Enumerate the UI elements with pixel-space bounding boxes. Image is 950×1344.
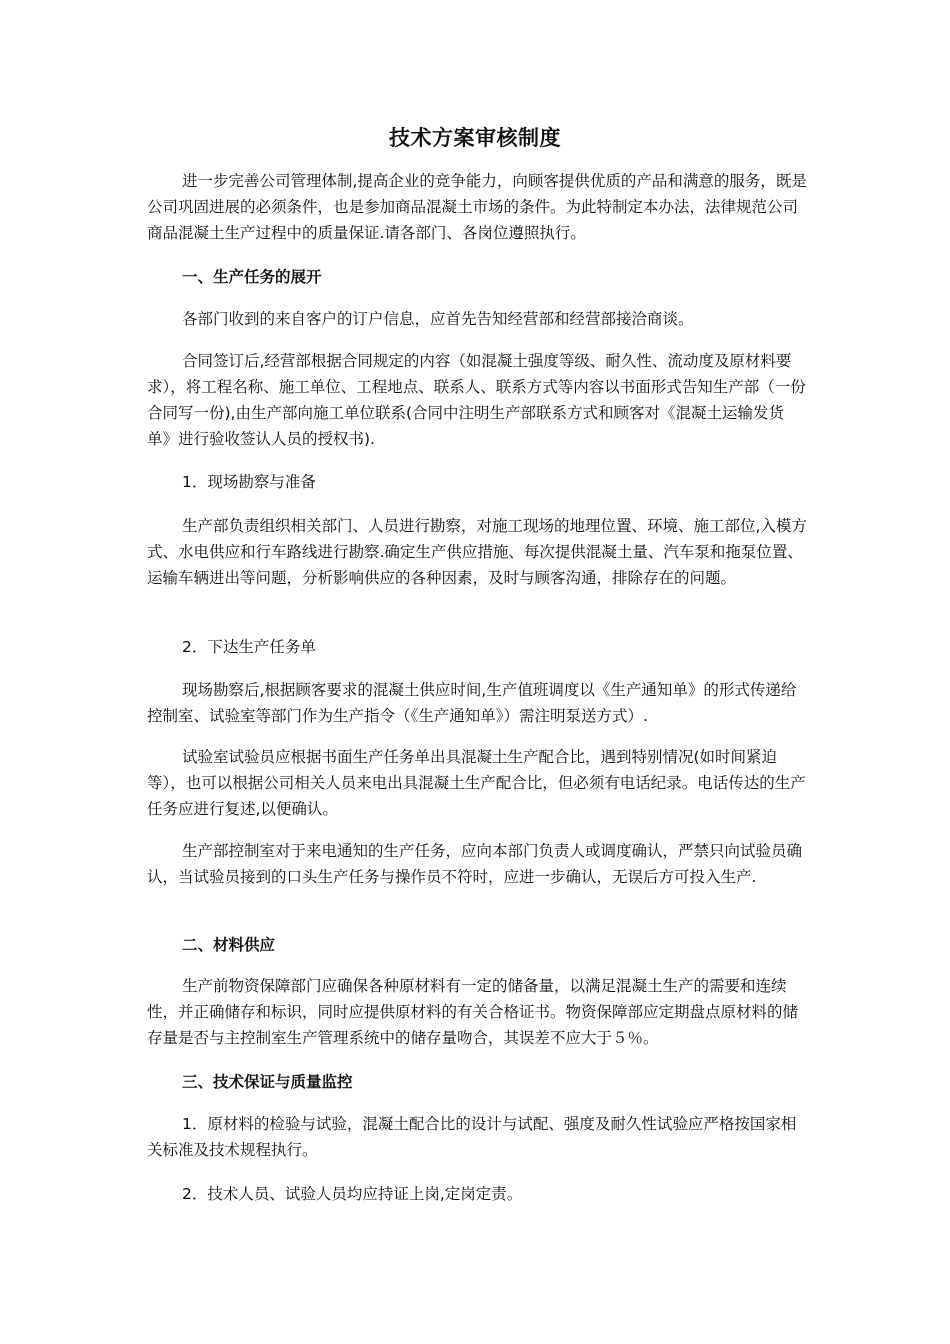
paragraph: 生产部控制室对于来电通知的生产任务，应向本部门负责人或调度确认，严禁只向试验员确认，当试验员接到的口头生产任务与操作员不符时，应进一步确认，无误后方可投入生产. bbox=[147, 842, 803, 886]
paragraph: 试验室试验员应根据书面生产任务单出具混凝土生产配合比，遇到特别情况(如时间紧迫等），也可以根据公司相关人员来电出具混凝土生产配合比，但必须有电话纪录。电话传达的生产任务应进行复述,以便确认。 bbox=[147, 748, 806, 818]
paragraph: 现场勘察后,根据顾客要求的混凝土供应时间,生产值班调度以《生产通知单》的形式传递给控制室、试验室等部门作为生产指令（《生产通知单》）需注明泵送方式）. bbox=[147, 681, 797, 725]
paragraph: 合同签订后,经营部根据合同规定的内容（如混凝土强度等级、耐久性、流动度及原材料要求），将工程名称、施工单位、工程地点、联系人、联系方式等内容以书面形式告知生产部（一份合同写一份),由生产部向施工单位联系(合同中注明生产部联系方式和顾客对《混凝土运输发货单》进行验收签认人员的授权书). bbox=[147, 352, 806, 448]
section-heading-quality: 三、技术保证与质量监控 bbox=[182, 1073, 353, 1091]
intro-paragraph: 进一步完善公司管理体制,提高企业的竞争能力，向顾客提供优质的产品和满意的服务，既是公司巩固进展的必须条件，也是参加商品混凝土市场的条件。为此特制定本办法，法律规范公司商品混凝土生产过程中的质量保证.请各部门、各岗位遵照执行。 bbox=[147, 172, 807, 242]
subheading-site-survey: 1．现场勘察与准备 bbox=[182, 473, 316, 491]
subheading-task-order: 2．下达生产任务单 bbox=[182, 638, 316, 656]
section-heading-materials: 二、材料供应 bbox=[182, 936, 276, 954]
paragraph: 2．技术人员、试验人员均应持证上岗,定岗定责。 bbox=[182, 1185, 523, 1203]
document-title: 技术方案审核制度 bbox=[389, 126, 561, 150]
paragraph: 生产前物资保障部门应确保各种原材料有一定的储备量，以满足混凝土生产的需要和连续性，并正确储存和标识，同时应提供原材料的有关合格证书。物资保障部应定期盘点原材料的储存量是否与主控制室生产管理系统中的储存量吻合，其误差不应大于５％。 bbox=[147, 977, 799, 1047]
paragraph: 生产部负责组织相关部门、人员进行勘察，对施工现场的地理位置、环境、施工部位,入模方式、水电供应和行车路线进行勘察.确定生产供应措施、每次提供混凝土量、汽车泵和拖泵位置、运输车辆进出等问题，分析影响供应的各种因素，及时与顾客沟通，排除存在的问题。 bbox=[147, 517, 807, 587]
paragraph: 各部门收到的来自客户的订户信息，应首先告知经营部和经营部接洽商谈。 bbox=[182, 310, 694, 328]
section-heading-production: 一、生产任务的展开 bbox=[182, 268, 322, 286]
paragraph: 1．原材料的检验与试验，混凝土配合比的设计与试配、强度及耐久性试验应严格按国家相关标准及技术规程执行。 bbox=[147, 1115, 797, 1159]
